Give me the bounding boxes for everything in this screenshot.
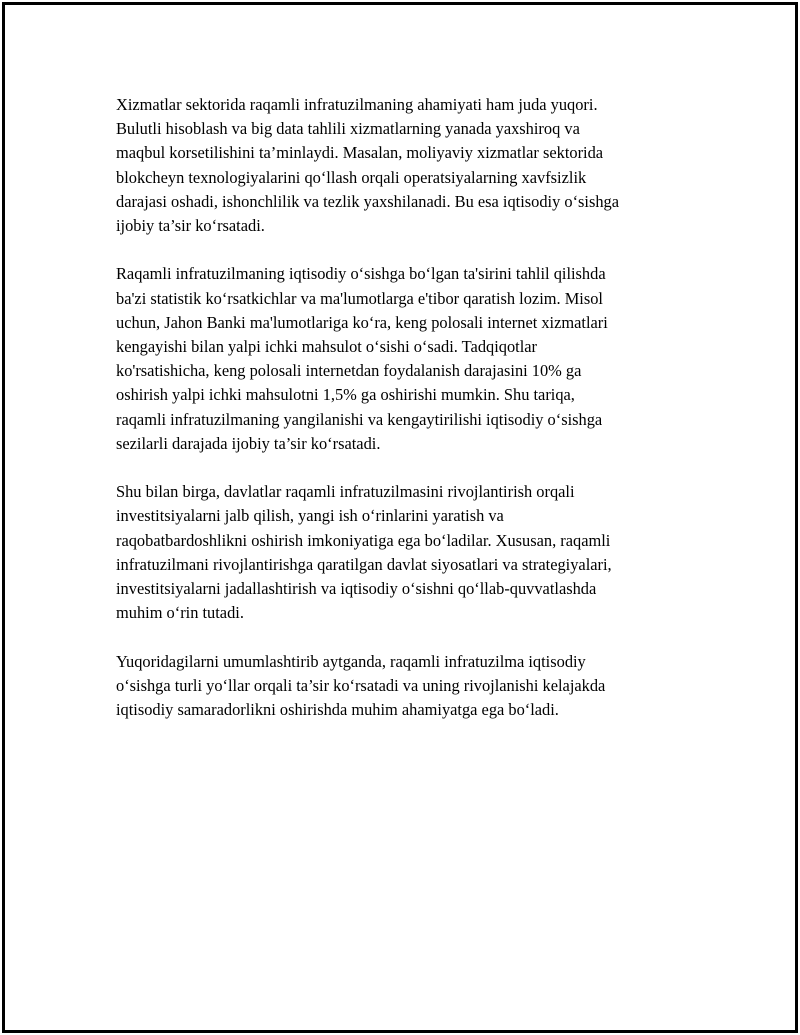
paragraph-1: Xizmatlar sektorida raqamli infratuzilmaning ahamiyati ham juda yuqori. Bulutli hisoblash va big data tahlili xizmatlarning yanada yaxshiroq va maqbul korsetilishini ta’minlaydi. Masalan, moliyaviy xizmatlar sektorida blokcheyn texnologiyalarini qo‘llash orqali operatsiyalarning xavfsizlik darajasi oshadi, ishonchlilik va tezlik yaxshilanadi. Bu esa iqtisodiy o‘sishga ijobiy ta’sir ko‘rsatadi. [116,95,620,236]
document-body [116,93,686,746]
paragraph-3: Shu bilan birga, davlatlar raqamli infratuzilmasini rivojlantirish orqali investitsiyalarni jalb qilish, yangi ish o‘rinlarini yaratish va raqobatbardoshlikni oshirish imkoniyatiga ega bo‘ladilar. Xususan, raqamli infratuzilmani rivojlantirishga qaratilgan davlat siyosatlari va strategiyalari, investitsiyalarni jadallashtirish va iqtisodiy o‘sishni qo‘llab-quvvatlashda muhim o‘rin tutadi. [116,482,612,623]
paragraph-4: Yuqoridagilarni umumlashtirib aytganda, raqamli infratuzilma iqtisodiy o‘sishga turli yo‘llar orqali ta’sir ko‘rsatadi va uning rivojlanishi kelajakda iqtisodiy samaradorlikni oshirishda muhim ahamiyatga ega bo‘ladi. [116,651,606,720]
paragraph-2: Raqamli infratuzilmaning iqtisodiy o‘sishga bo‘lgan ta'sirini tahlil qilishda ba'zi statistik ko‘rsatkichlar va ma'lumotlarga e'tibor qaratish lozim. Misol uchun, Jahon Banki ma'lumotlariga ko‘ra, keng polosali internet xizmatlari kengayishi bilan yalpi ichki mahsulot o‘sishi o‘sadi. Tadqiqotlar ko'rsatishicha, keng polosali internetdan foydalanish darajasini 10% ga oshirish yalpi ichki mahsulotni 1,5% ga oshirishi mumkin. Shu tariqa, raqamli infratuzilmaning yangilanishi va kengaytirilishi iqtisodiy o‘sishga sezilarli darajada ijobiy ta’sir ko‘rsatadi. [116,264,608,453]
